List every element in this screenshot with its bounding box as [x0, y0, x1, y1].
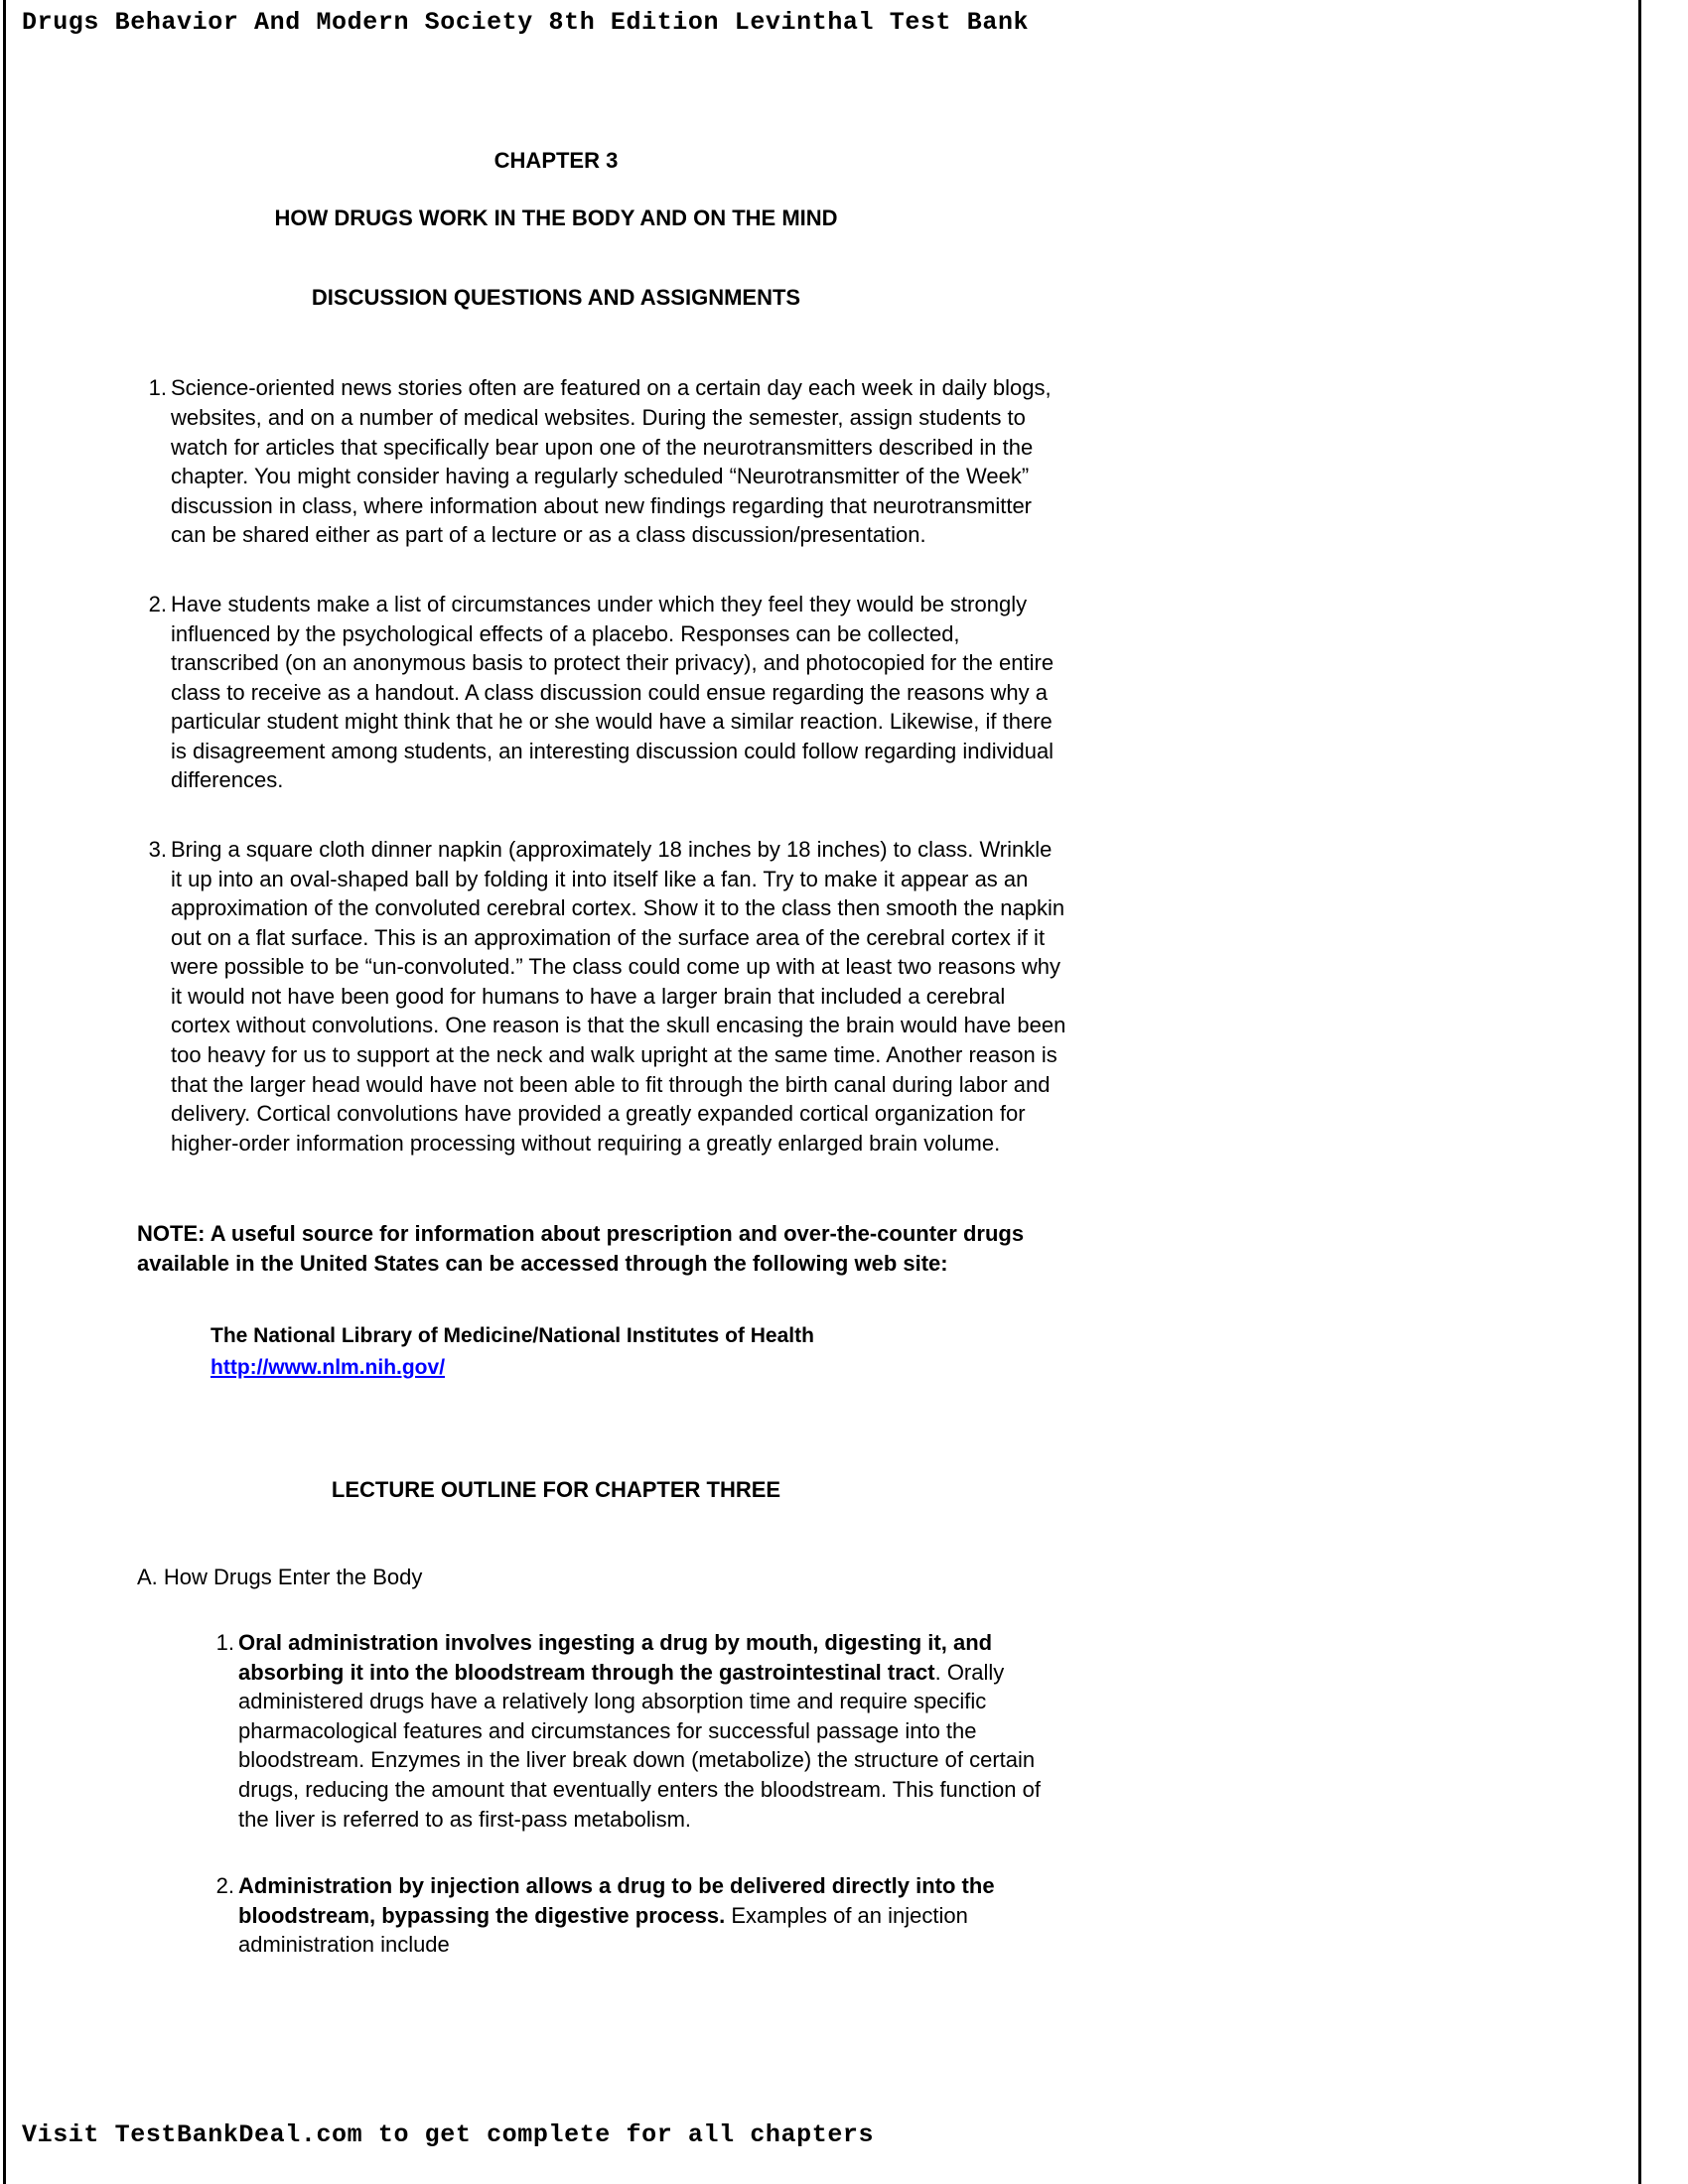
list-marker: 3. — [148, 836, 167, 862]
list-marker: 2. — [148, 591, 167, 616]
list-marker: 1. — [215, 1630, 234, 1656]
outline-item — [0, 1871, 1112, 1960]
outline-item-bold-lead: Administration by injection allows a drug to be delivered directly into the bloodstream, bypassing the digestive process. — [238, 1873, 995, 1928]
outline-item — [0, 1628, 1112, 1834]
outline-item-bold-lead: Oral administration involves ingesting a drug by mouth, digesting it, and absorbing it into the bloodstream through the gastrointestinal tract — [238, 1630, 993, 1685]
list-marker: 1. — [148, 375, 167, 401]
list-marker: 2. — [215, 1873, 234, 1899]
discussion-section-heading: DISCUSSION QUESTIONS AND ASSIGNMENTS — [311, 285, 801, 311]
discussion-question-item — [0, 835, 1112, 1158]
note-paragraph: NOTE: A useful source for information about prescription and over-the-counter drugs available in the United States can be accessed through the following web site: — [137, 1221, 1025, 1276]
lecture-outline-heading: LECTURE OUTLINE FOR CHAPTER THREE — [331, 1477, 781, 1503]
outline-section-a-label: A. How Drugs Enter the Body — [137, 1565, 423, 1590]
page-border-right — [1638, 0, 1641, 2184]
resource-organization-name: The National Library of Medicine/National Institutes of Health — [211, 1324, 814, 1348]
outline-item-body: . Orally administered drugs have a relatively long absorption time and require specific pharmacological features and circumstances for successful passage into the bloodstream. Enzymes in the liver break down (metabolize) the structure of certain drugs, reducing the amount that eventually enters the bloodstream. This function of the liver is referred to as first-pass metabolism. — [238, 1659, 1041, 1832]
nlm-website-link[interactable]: http://www.nlm.nih.gov/ — [211, 1355, 446, 1379]
footer-promo-text: Visit TestBankDeal.com to get complete for all chapters — [22, 2120, 875, 2149]
discussion-question-item — [0, 590, 1112, 795]
discussion-questions-list — [0, 373, 1112, 1158]
discussion-question-text: Have students make a list of circumstances under which they feel they would be strongly influenced by the psychological effects of a placebo. Responses can be collected, transcribed (on an anonymous basis to protect their privacy), and photocopied for the entire class to receive as a handout. A class discussion could ensue regarding the reasons why a particular student might think that he or she would have a similar reaction. Likewise, if there is disagreement among students, an interesting discussion could follow regarding individual differences. — [171, 591, 1055, 793]
outline-items-list — [0, 1628, 1112, 1960]
resource-reference-block — [0, 1321, 1112, 1382]
discussion-question-text: Bring a square cloth dinner napkin (approximately 18 inches by 18 inches) to class. Wrinkle it up into an oval-shaped ball by folding it into itself like a fan. Try to make it appear as an approximation of the convoluted cerebral cortex. Show it to the class then smooth the napkin out on a flat surface. This is an approximation of the surface area of the cerebral cortex if it were possible to be “un-convoluted.” The class could come up with at least two reasons why it would not have been good for humans to have a larger brain that included a cerebral cortex without convolutions. One reason is that the skull encasing the brain would have been too heavy for us to support at the neck and walk upright at the same time. Another reason is that the larger head would have not been able to fit through the birth canal during labor and delivery. Cortical convolutions have provided a greatly expanded cortical organization for higher-order information processing without requiring a greatly enlarged brain volume. — [171, 836, 1066, 1156]
chapter-number-heading: CHAPTER 3 — [493, 148, 619, 173]
outline-item-body: Examples of an injection administration include — [238, 1902, 968, 1958]
discussion-question-text: Science-oriented news stories often are featured on a certain day each week in daily blogs, websites, and on a number of medical websites. During the semester, assign students to watch for articles that specifically bear upon one of the neurotransmitters described in the chapter. You might consider having a regularly scheduled “Neurotransmitter of the Week” discussion in class, where information about new findings regarding that neurotransmitter can be shared either as part of a lecture or as a class discussion/presentation. — [171, 375, 1052, 548]
chapter-title-heading: HOW DRUGS WORK IN THE BODY AND ON THE MIND — [274, 205, 838, 231]
discussion-question-item — [0, 373, 1112, 549]
running-head-title: Drugs Behavior And Modern Society 8th Edition Levinthal Test Bank — [22, 8, 1030, 37]
